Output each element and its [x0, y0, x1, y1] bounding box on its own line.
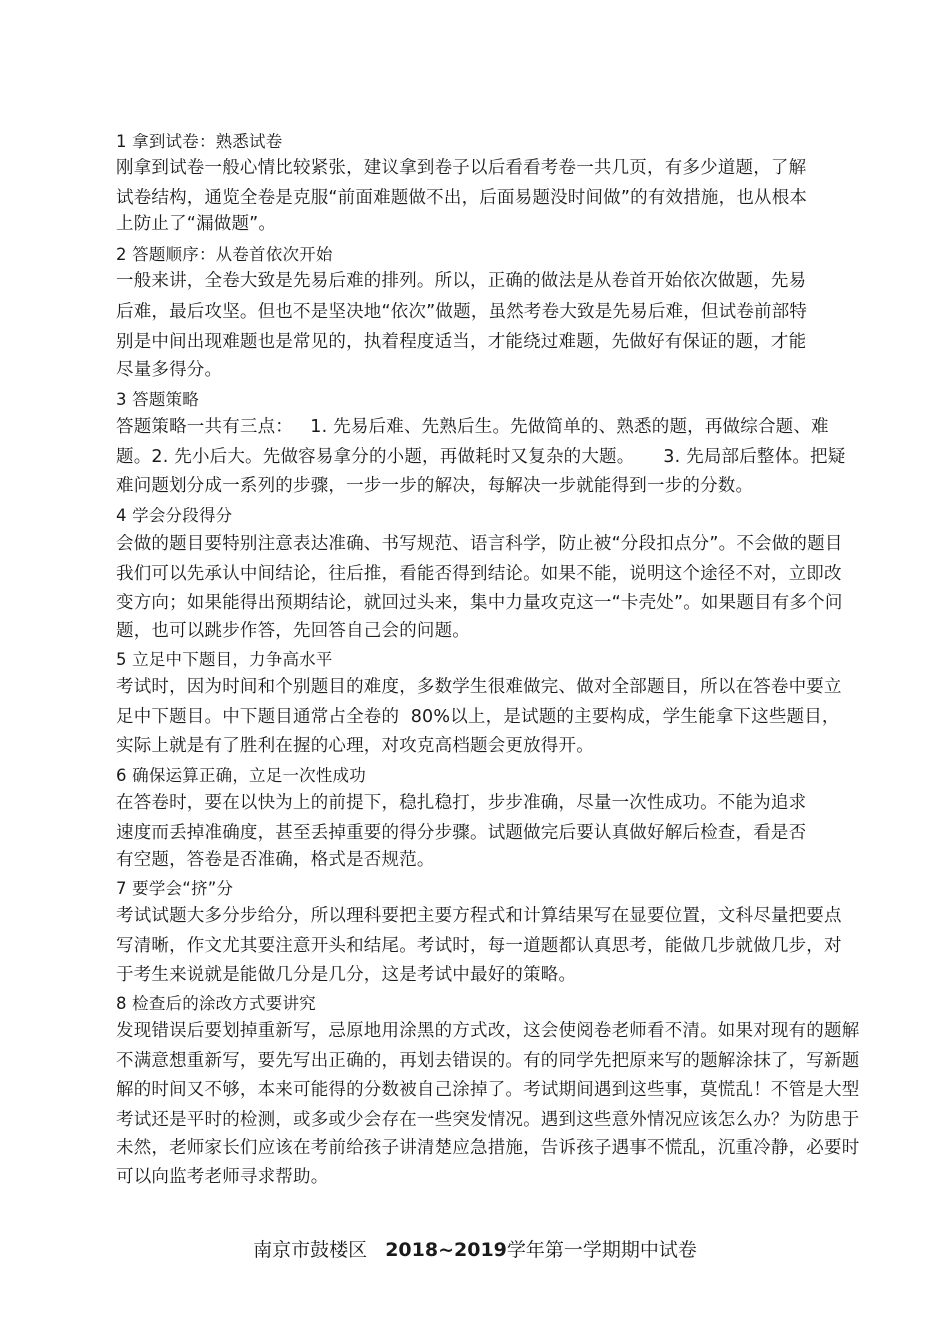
section-heading: 1 拿到试卷：熟悉试卷: [116, 132, 283, 151]
exam-title-region: 南京市鼓楼区: [253, 1239, 386, 1261]
exam-title-term: 学年第一学期期中试卷: [506, 1239, 697, 1261]
paragraph-line: 考试试题大多分步给分，所以理科要把主要方程式和计算结果写在显要位置，文科尽量把要点: [116, 906, 842, 926]
paragraph-line: 难问题划分成一系列的步骤，一步一步的解决，每解决一步就能得到一步的分数。: [116, 476, 754, 496]
paragraph-line: 上防止了“漏做题”。: [116, 214, 277, 234]
paragraph-line: 尽量多得分。: [116, 360, 223, 380]
paragraph-line: 别是中间出现难题也是常见的，执着程度适当，才能绕过难题，先做好有保证的题，才能: [116, 332, 807, 352]
paragraph-line: 会做的题目要特别注意表达准确、书写规范、语言科学，防止被“分段扣点分”。不会做的题目: [116, 534, 843, 554]
paragraph-line: 答题策略一共有三点： 1. 先易后难、先熟后生。先做简单的、熟悉的题，再做综合题、难: [116, 417, 829, 437]
section-heading: 5 立足中下题目，力争高水平: [116, 650, 333, 669]
section-heading: 7 要学会“挤”分: [116, 879, 234, 898]
paragraph-line: 后难，最后攻坚。但也不是坚决地“依次”做题，虽然考卷大致是先易后难，但试卷前部特: [116, 302, 808, 322]
paragraph-line: 解的时间又不够，本来可能得的分数被自己涂掉了。考试期间遇到这些事，莫慌乱！不管是大型: [116, 1080, 860, 1100]
paragraph-line: 刚拿到试卷一般心情比较紧张，建议拿到卷子以后看看考卷一共几页，有多少道题，了解: [116, 158, 807, 178]
paragraph-line: 变方向；如果能得出预期结论，就回过头来，集中力量攻克这一“卡壳处”。如果题目有多个问: [116, 593, 843, 613]
paragraph-line: 发现错误后要划掉重新写，忌原地用涂黑的方式改，这会使阅卷老师看不清。如果对现有的题解: [116, 1021, 860, 1041]
paragraph-line: 足中下题目。中下题目通常占全卷的 80%以上，是试题的主要构成，学生能拿下这些题目，: [116, 707, 840, 727]
paragraph-line: 题。2. 先小后大。先做容易拿分的小题，再做耗时又复杂的大题。 3. 先局部后整体。把疑: [116, 447, 846, 467]
paragraph-line: 考试时，因为时间和个别题目的难度，多数学生很难做完、做对全部题目，所以在答卷中要立: [116, 677, 842, 697]
paragraph-line: 写清晰，作文尤其要注意开头和结尾。考试时，每一道题都认真思考，能做几步就做几步，对: [116, 936, 842, 956]
paragraph-line: 考试还是平时的检测，或多或少会存在一些突发情况。遇到这些意外情况应该怎么办？为防患于: [116, 1110, 860, 1130]
paragraph-line: 试卷结构，通览全卷是克服“前面难题做不出，后面易题没时间做”的有效措施，也从根本: [116, 188, 808, 208]
section-heading: 3 答题策略: [116, 390, 199, 409]
exam-title: [0, 1237, 950, 1263]
paragraph-line: 有空题，答卷是否准确，格式是否规范。: [116, 850, 435, 870]
paragraph-line: 题，也可以跳步作答，先回答自己会的问题。: [116, 621, 470, 641]
section-heading: 8 检查后的涂改方式要讲究: [116, 994, 316, 1013]
paragraph-line: 速度而丢掉准确度，甚至丢掉重要的得分步骤。试题做完后要认真做好解后检查，看是否: [116, 823, 807, 843]
paragraph-line: 于考生来说就是能做几分是几分，这是考试中最好的策略。: [116, 965, 577, 985]
section-heading: 6 确保运算正确，立足一次性成功: [116, 766, 366, 785]
paragraph-line: 在答卷时，要在以快为上的前提下，稳扎稳打，步步准确，尽量一次性成功。不能为追求: [116, 793, 807, 813]
exam-title-years: 2018~2019: [385, 1239, 507, 1261]
paragraph-line: 可以向监考老师寻求帮助。: [116, 1167, 329, 1187]
paragraph-line: 不满意想重新写，要先写出正确的，再划去错误的。有的同学先把原来写的题解涂抹了，写新题: [116, 1051, 860, 1071]
paragraph-line: 未然，老师家长们应该在考前给孩子讲清楚应急措施，告诉孩子遇事不慌乱，沉重冷静，必要时: [116, 1138, 860, 1158]
paragraph-line: 一般来讲，全卷大致是先易后难的排列。所以，正确的做法是从卷首开始依次做题，先易: [116, 271, 807, 291]
section-heading: 4 学会分段得分: [116, 506, 233, 525]
paragraph-line: 我们可以先承认中间结论，往后推，看能否得到结论。如果不能，说明这个途径不对，立即改: [116, 564, 842, 584]
section-heading: 2 答题顺序：从卷首依次开始: [116, 245, 333, 264]
paragraph-line: 实际上就是有了胜利在握的心理，对攻克高档题会更放得开。: [116, 736, 594, 756]
